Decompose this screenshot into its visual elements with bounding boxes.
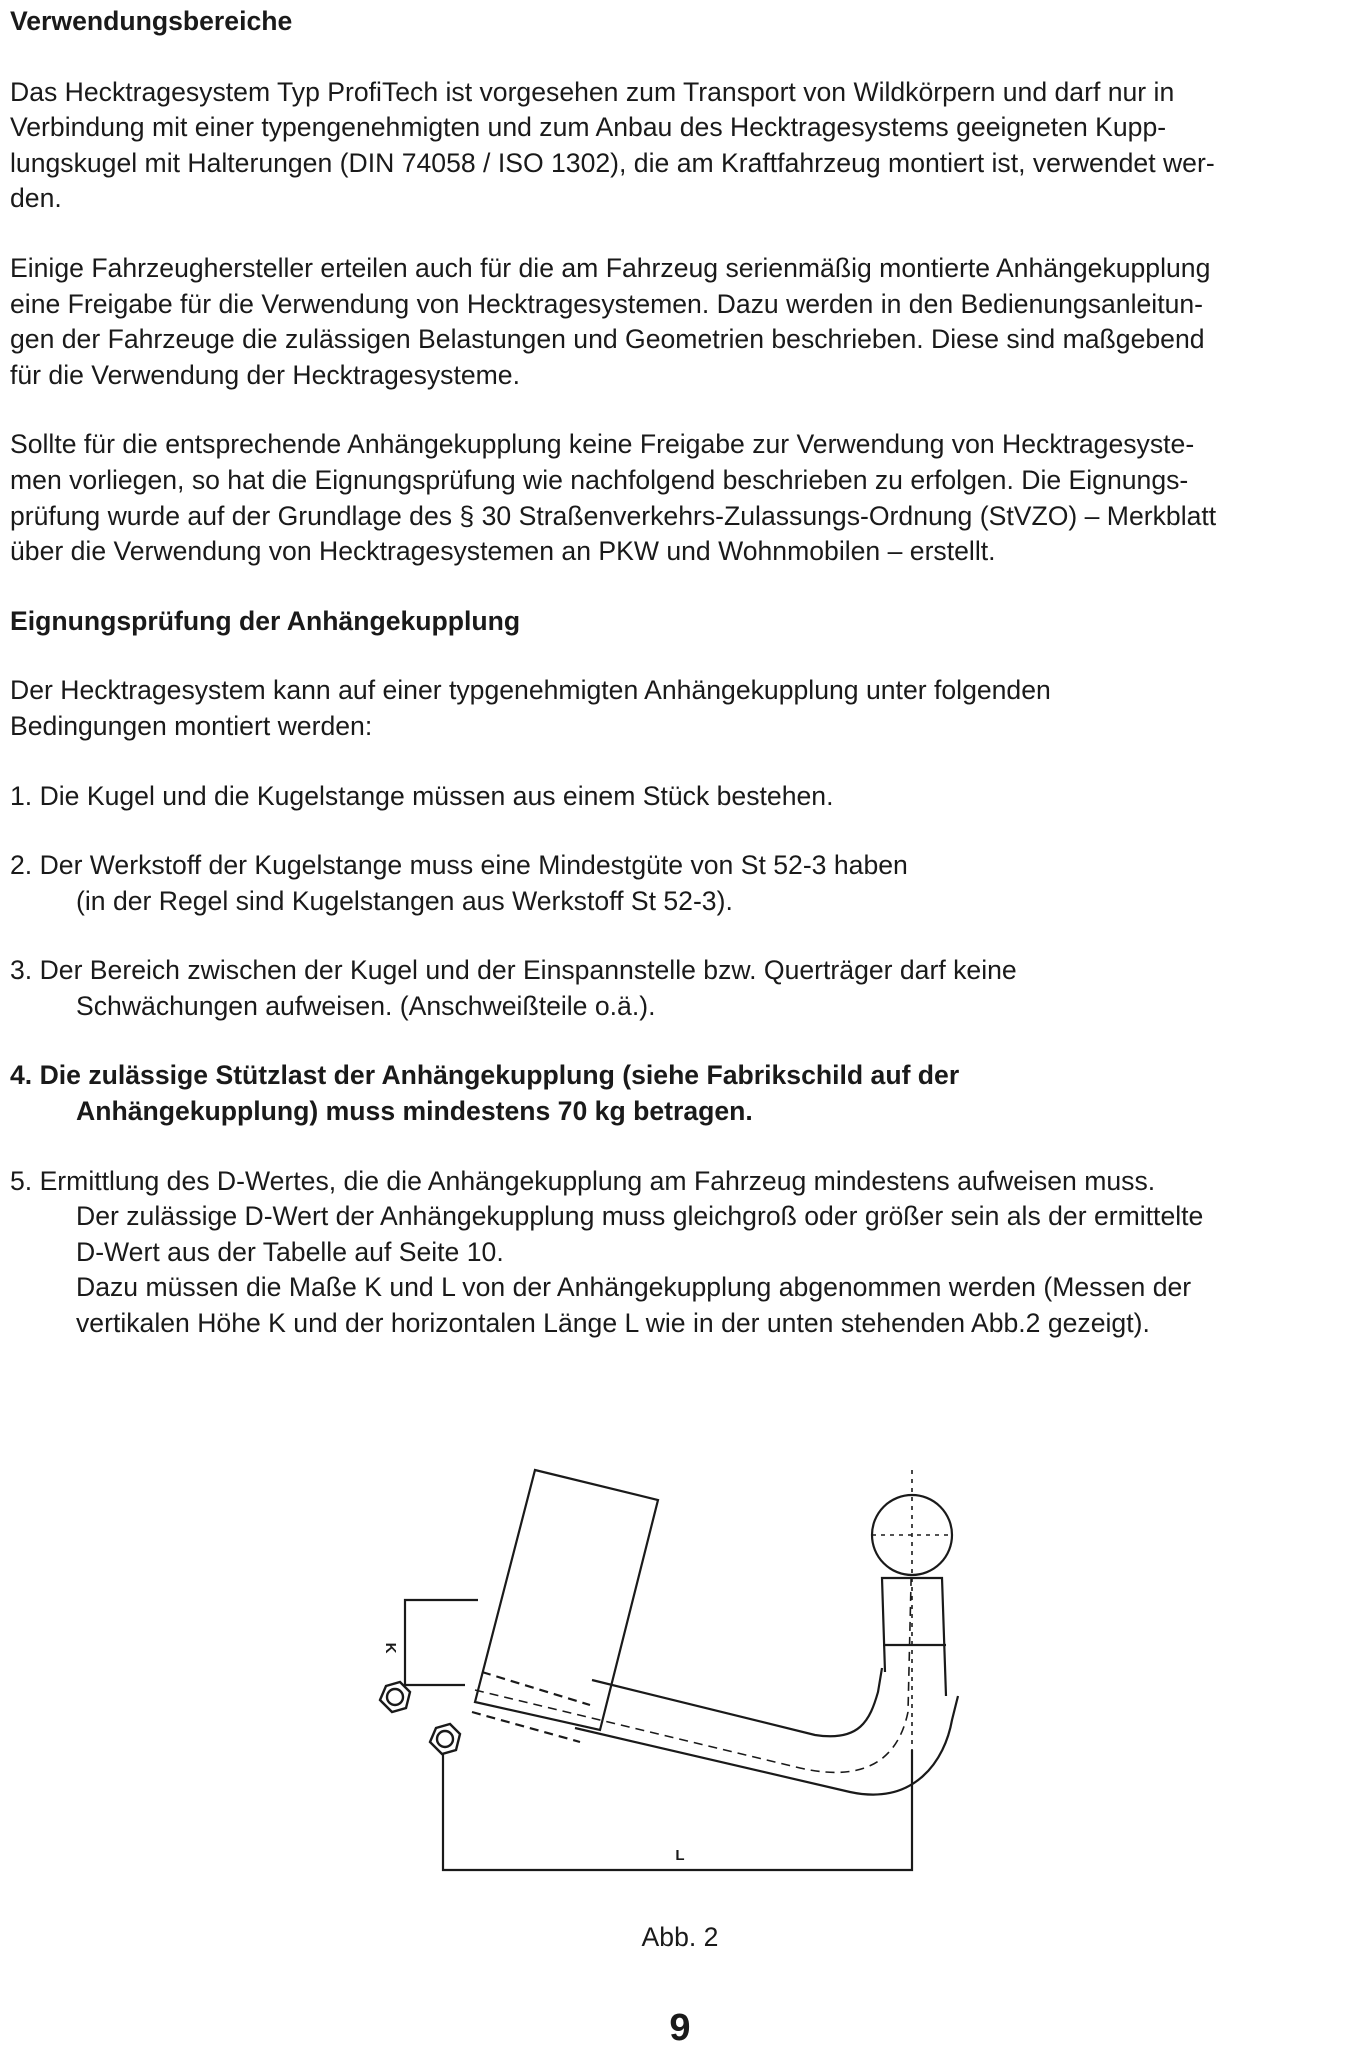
document-content: [10, 0, 1350, 1342]
list-item-line: Dazu müssen die Maße K und L von der Anhängekupplung abgenommen werden (Messen der: [76, 1272, 1192, 1303]
label-k: K: [382, 1642, 399, 1654]
list-item-line: 2. Der Werkstoff der Kugelstange muss eine Mindestgüte von St 52-3 haben: [10, 850, 908, 881]
ball-neck: [882, 1578, 946, 1696]
paragraph-line: Bedingungen montiert werden:: [10, 710, 373, 741]
paragraph-line: für die Verwendung der Hecktragesysteme.: [10, 359, 520, 390]
paragraph-line: Der Hecktragesystem kann auf einer typgenehmigten Anhängekupplung unter folgenden: [10, 675, 1051, 706]
list-item-line: (in der Regel sind Kugelstangen aus Werkstoff St 52-3).: [76, 885, 733, 916]
label-l: L: [675, 1847, 685, 1864]
list-item-line: vertikalen Höhe K und der horizontalen Länge L wie in der unten stehenden Abb.2 gezeigt).: [76, 1308, 1150, 1339]
list-item-5: [10, 1164, 1350, 1342]
paragraph-intro: [10, 75, 1350, 217]
dimension-k-frame: [405, 1600, 478, 1685]
paragraph-line: eine Freigabe für die Verwendung von Hecktragesystemen. Dazu werden in den Bedienungsanleitun-: [10, 288, 1204, 319]
list-item-line: D-Wert aus der Tabelle auf Seite 10.: [76, 1236, 504, 1267]
list-item-1: [10, 779, 1350, 815]
heading-eignungspruefung: Eignungsprüfung der Anhängekupplung: [10, 605, 521, 636]
paragraph-manufacturers: [10, 251, 1350, 393]
page-number: 9: [669, 2007, 691, 2049]
drop-arm-lower: [592, 1668, 882, 1736]
paragraph-conditions: [10, 673, 1350, 744]
list-item-line: 5. Ermittlung des D-Wertes, die die Anhängekupplung am Fahrzeug mindestens aufweisen muss.: [10, 1165, 1156, 1196]
bolt-left-icon: [380, 1682, 410, 1712]
paragraph-line: Sollte für die entsprechende Anhängekupplung keine Freigabe zur Verwendung von Hecktragesyste-: [10, 429, 1195, 460]
figure-caption: Abb. 2: [641, 1922, 719, 1952]
paragraph-line: gen der Fahrzeuge die zulässigen Belastungen und Geometrien beschrieben. Diese sind maßgebend: [10, 324, 1205, 355]
list-item-line: 4. Die zulässige Stützlast der Anhängekupplung (siehe Fabrikschild auf der: [10, 1060, 960, 1091]
list-item-line: Schwächungen aufweisen. (Anschweißteile o.ä.).: [76, 990, 656, 1021]
list-item-line: 1. Die Kugel und die Kugelstange müssen aus einem Stück bestehen.: [10, 780, 834, 811]
paragraph-approval: [10, 427, 1350, 569]
list-item-2: [10, 848, 1350, 919]
list-item-line: Anhängekupplung) muss mindestens 70 kg betragen.: [76, 1096, 753, 1127]
list-item-line: 3. Der Bereich zwischen der Kugel und der Einspannstelle bzw. Querträger darf keine: [10, 955, 1017, 986]
coupling-diagram: [360, 1450, 1000, 1880]
mounting-plate: [475, 1470, 658, 1730]
paragraph-line: prüfung wurde auf der Grundlage des § 30 Straßenverkehrs-Zulassungs-Ordnung (StVZO) – Merkblatt: [10, 500, 1217, 531]
drop-arm: [575, 1696, 958, 1795]
list-item-4: [10, 1058, 1350, 1129]
heading-verwendungsbereiche: Verwendungsbereiche: [10, 6, 293, 36]
paragraph-line: lungskugel mit Halterungen (DIN 74058 / ISO 1302), die am Kraftfahrzeug montiert ist, verwendet wer-: [10, 147, 1215, 178]
list-item-3: [10, 953, 1350, 1024]
list-item-line: Der zulässige D-Wert der Anhängekupplung muss gleichgroß oder größer sein als der ermittelte: [76, 1201, 1204, 1232]
paragraph-line: den.: [10, 183, 62, 214]
bolt-right-icon: [430, 1724, 460, 1754]
paragraph-line: Das Hecktragesystem Typ ProfiTech ist vorgesehen zum Transport von Wildkörpern und darf nur in: [10, 76, 1175, 107]
paragraph-line: Verbindung mit einer typengenehmigten und zum Anbau des Hecktragesystems geeigneten Kupp-: [10, 112, 1167, 143]
paragraph-line: über die Verwendung von Hecktragesystemen an PKW und Wohnmobilen – erstellt.: [10, 536, 996, 567]
paragraph-line: Einige Fahrzeughersteller erteilen auch für die am Fahrzeug serienmäßig montierte Anhängekupplung: [10, 252, 1211, 283]
paragraph-line: men vorliegen, so hat die Eignungsprüfung wie nachfolgend beschrieben zu erfolgen. Die Eignungs-: [10, 464, 1189, 495]
